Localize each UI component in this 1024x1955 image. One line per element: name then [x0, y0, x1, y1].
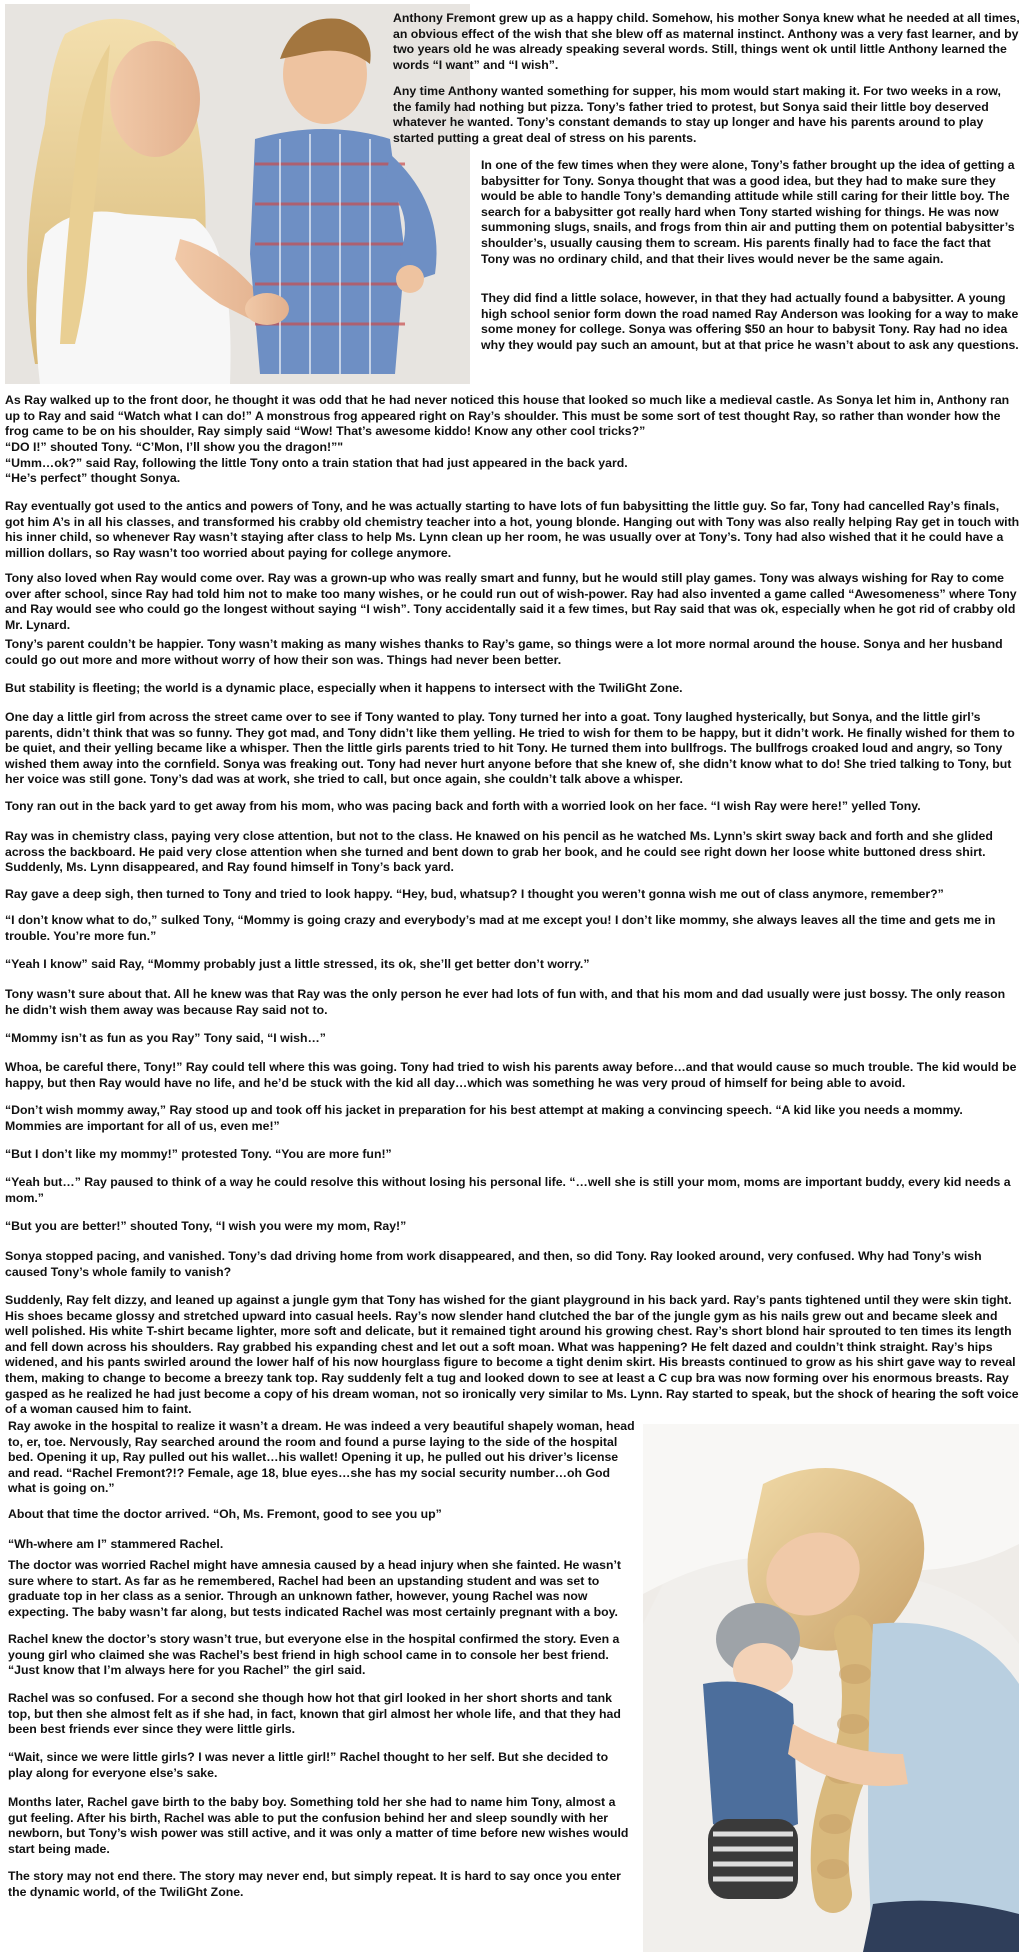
paragraph-hospital-awake: Ray awoke in the hospital to realize it wasn’t a dream. He was indeed a very beautiful shapely woman, head to, er, toe. Nervously, Ray searched around the room and found a purse laying to the side of the hospital bed. Opening it up, Ray pulled out his wallet…his wallet! Opening it up, he pulled out his driver’s license and read. “Rachel Fremont?!? Female, age 18, blue eyes…she has my social security number…oh God what is going on.”: [8, 1419, 635, 1496]
paragraph-story-may-not-end: The story may not end there. The story may never end, but simply repeat. It is hard to say once you enter the dynamic world, of the TwiliGht Zone.: [8, 1869, 621, 1899]
mother-and-baby-illustration: [643, 1424, 1019, 1952]
paragraph-whoa-careful: Whoa, be careful there, Tony!” Ray could tell where this was going. Tony had tried to wish his parents away before…and that would cause so much trouble. The kid would be happy, but then Ray would have no life, and he’d be stuck with the kid all day…which was something he was very proud of himself for being able to avoid.: [5, 1060, 1017, 1090]
paragraph-goat-incident: One day a little girl from across the street came over to see if Tony wanted to play. Tony turned her into a goat. Tony laughed hysterically, but Sonya, and the little girl’s parents, didn’t think that was so funny. They got mad, and Tony didn’t like them yelling. He tried to wish for them to be happy, but it didn’t work. He finally wished for them to be quiet, and their yelling became like a whisper. Then the little girls parents tried to hit Tony. He turned them into bullfrogs. The bullfrogs croaked loud and angry, so Tony wished them away into the cornfield. Sonya was freaking out. Tony had never hurt anyone before that she knew of, she didn’t know what to do! She tried talking to Tony, but her voice was still gone. Tony’s dad was at work, she tried to call, but once again, she couldn’t talk above a whisper.: [5, 710, 1015, 787]
paragraph-ray-arrives: As Ray walked up to the front door, he thought it was odd that he had never noticed this house that looked so much like a medieval castle. As Sonya let him in, Anthony ran up to Ray and said “Watch what I can do!” A monstrous frog appeared right on Ray’s shoulder. This must be some sort of test thought Ray, so rather than wonder how the frog came to be on his shoulder, Ray simply said “Wow! That’s awesome kiddo! Know any other cool tricks?”: [5, 393, 1010, 439]
paragraph-transformation: Suddenly, Ray felt dizzy, and leaned up against a jungle gym that Tony has wished for the giant playground in his back yard. Ray’s pants tightened until they were skin tight. His shoes became glossy and stretched upward into casual heels. Ray’s now slender hand clutched the bar of the jungle gym as his nails grew out and became sleek and well polished. His white T-shirt became lighter, more soft and delicate, but it remained tight around his growing chest. Ray’s short blond hair sprouted to ten times its length and fell down across his shoulders. Ray grabbed his expanding chest and let out a soft moan. What was happening? He felt dazed and couldn’t think straight. Ray’s hips widened, and his pants swirled around the lower half of his now hourglass figure to become a tight denim skirt. His breasts continued to grow as his shirt gave way to reveal them, making to change to become a breezy tank top. Ray suddenly felt a tug and looked down to see at least a C cup bra was now forming over his enormous breasts. Ray gasped as he realized he had just become a copy of his dream woman, not so ironically very similar to Ms. Lynn. Ray started to speak, but the shock of hearing the soft voice of a woman caused him to faint.: [5, 1293, 1019, 1417]
paragraph-hes-perfect: “He’s perfect” thought Sonya.: [5, 471, 181, 485]
paragraph-doctor-arrived: About that time the doctor arrived. “Oh, Ms. Fremont, good to see you up”: [8, 1507, 442, 1521]
paragraph-parents-happy: Tony’s parent couldn’t be happier. Tony wasn’t making as many wishes thanks to Ray’s game, so things were a lot more normal around the house. Sonya and her husband could go out more and more without worry of how their son was. Things had never been better.: [5, 637, 1003, 667]
paragraph-wish-ray-here: Tony ran out in the back yard to get away from his mom, who was pacing back and forth with a worried look on her face. “I wish Ray were here!” yelled Tony.: [5, 799, 921, 813]
paragraph-dont-know-what-to-do: “I don’t know what to do,” sulked Tony, “Mommy is going crazy and everybody’s mad at me except you! I don’t like mommy, she always leaves all the time and gets me in trouble. You’re more fun.”: [5, 913, 996, 943]
paragraph-where-am-i: “Wh-where am I” stammered Rachel.: [8, 1537, 224, 1551]
paragraph-anthony-intro: Anthony Fremont grew up as a happy child. Somehow, his mother Sonya knew what he needed at all times, an obvious effect of the wish that she blew off as maternal instinct. Anthony was a very fast learner, and by two years old he was already speaking several words. Still, things went ok until little Anthony learned the words “I want” and “I wish”.: [393, 11, 1020, 72]
paragraph-months-later: Months later, Rachel gave birth to the baby boy. Something told her she had to name him Tony, almost a gut feeling. After his birth, Rachel was able to put the confusion behind her and sleep soundly with her newborn, but Tony’s wish power was still active, and it was only a matter of time before new wishes would start being made.: [8, 1795, 629, 1856]
paragraph-never-little-girl: “Wait, since we were little girls? I was never a little girl!” Rachel thought to her self. But she decided to play along for everyone else’s sake.: [8, 1750, 609, 1780]
paragraph-chemistry-class: Ray was in chemistry class, paying very close attention, but not to the class. He knawed on his pencil as he watched Ms. Lynn’s skirt sway back and forth and she glided across the backboard. He paid very close attention when she turned and bent down to grab her book, and he could see right down her loose white buttoned dress shirt. Suddenly, Ms. Lynn disappeared, and Ray found himself in Tony’s back yard.: [5, 829, 993, 875]
paragraph-mommy-isnt-fun: “Mommy isn’t as fun as you Ray” Tony said, “I wish…”: [5, 1031, 326, 1045]
paragraph-yeah-i-know: “Yeah I know” said Ray, “Mommy probably just a little stressed, its ok, she’ll get better don’t worry.”: [5, 957, 590, 971]
paragraph-yeah-but: “Yeah but…” Ray paused to think of a way he could resolve this without losing his personal life. “…well she is still your mom, moms are important buddy, every kid needs a mom.”: [5, 1175, 1011, 1205]
mother-and-baby-photo: [643, 1424, 1019, 1952]
paragraph-sonya-vanished: Sonya stopped pacing, and vanished. Tony’s dad driving home from work disappeared, and then, so did Tony. Ray looked around, very confused. Why had Tony’s wish caused Tony’s whole family to vanish?: [5, 1249, 982, 1279]
paragraph-doctor-worried: The doctor was worried Rachel might have amnesia caused by a head injury when she fainted. He wasn’t sure where to start. As far as he remembered, Rachel had been an upstanding student and was set to graduate top in her class as a senior. Through an unknown father, however, young Rachel was now expecting. The baby wasn’t far along, but tests indicated Rachel was most certainly pregnant with a boy.: [8, 1558, 621, 1619]
paragraph-do-i: “DO I!” shouted Tony. “C’Mon, I’ll show you the dragon!”": [5, 440, 344, 454]
paragraph-stability-fleeting: But stability is fleeting; the world is a dynamic place, especially when it happens to intersect with the TwiliGht Zone.: [5, 681, 683, 695]
paragraph-rachel-confused: Rachel was so confused. For a second she though how hot that girl looked in her short shorts and tank top, but then she almost felt as if she had, in fact, known that girl almost her whole life, and that they had been best friends ever since they were little girls.: [8, 1691, 621, 1737]
paragraph-babysitter-search: In one of the few times when they were alone, Tony’s father brought up the idea of getting a babysitter for Tony. Sonya thought that was a good idea, but they had to make sure they would be able to handle Tony’s demanding attitude while still caring for their little boy. The search for a babysitter got really hard when Tony started wishing for things. He was now summoning slugs, snails, and frogs from thin air and putting them on potential babysitter’s shoulder’s, usually causing them to scream. His parents finally had to face the fact that Tony was no ordinary child, and that their lives would never be the same again.: [481, 158, 1015, 266]
paragraph-dont-wish-mommy: “Don’t wish mommy away,” Ray stood up and took off his jacket in preparation for his best attempt at making a convincing speech. “A kid like you needs a mommy. Mommies are important for all of us, even me!”: [5, 1103, 963, 1133]
paragraph-supper-wishes: Any time Anthony wanted something for supper, his mom would start making it. For two weeks in a row, the family had nothing but pizza. Tony’s father tried to protest, but Sonya said their little boy deserved whatever he wanted. Tony’s constant demands to stay up longer and have his parents around to play started putting a great deal of stress on his parents.: [393, 84, 1001, 145]
paragraph-babysitter-found: They did find a little solace, however, in that they had actually found a babysitter. A young high school senior form down the road named Ray Anderson was looking for a way to make some money for college. Sonya was offering $50 an hour to babysit Tony. Ray had no idea why they would pay such an amount, but at that price he wasn’t about to ask any questions.: [481, 291, 1019, 352]
paragraph-best-friend: Rachel knew the doctor’s story wasn’t true, but everyone else in the hospital confirmed the story. Even a young girl who claimed she was Rachel’s best friend in high school came in to console her best friend. “Just know that I’m always here for you Rachel” the girl said.: [8, 1632, 620, 1678]
paragraph-tony-loved-ray: Tony also loved when Ray would come over. Ray was a grown-up who was really smart and funny, but he would still play games. Tony was always wishing for Ray to come over after school, since Ray had told him not to make too many wishes, or he could run out of wish-power. Ray had also invented a game called “Awesomeness” where Tony and Ray would see who could go the longest without saying “I wish”. Tony accidentally said it a few times, but Ray said that was ok, especially when he got rid of crabby old Mr. Lynard.: [5, 571, 1017, 632]
paragraph-ray-used-to-antics: Ray eventually got used to the antics and powers of Tony, and he was actually starting to have lots of fun babysitting the little guy. So far, Tony had cancelled Ray’s finals, got him A’s in all his classes, and transformed his crabby old chemistry teacher into a hot, young blonde. Hanging out with Tony was also really helping Ray get in touch with his inner child, so whenever Ray wasn’t staying after class to help Ms. Lynn clean up her room, he was usually over at Tony’s. Tony had also wished that it he could have a million dollars, so Ray wasn’t too worried about paying for college anymore.: [5, 499, 1020, 560]
paragraph-but-i-dont-like: “But I don’t like my mommy!” protested Tony. “You are more fun!”: [5, 1147, 392, 1161]
paragraph-tony-not-sure: Tony wasn’t sure about that. All he knew was that Ray was the only person he ever had lots of fun with, and that his mom and dad usually were just bossy. The only reason he didn’t wish them away was because Ray said not to.: [5, 987, 1006, 1017]
paragraph-umm-ok: “Umm…ok?” said Ray, following the little Tony onto a train station that had just appeared in the back yard.: [5, 456, 628, 470]
paragraph-you-are-better: “But you are better!” shouted Tony, “I wish you were my mom, Ray!”: [5, 1219, 407, 1233]
paragraph-deep-sigh: Ray gave a deep sigh, then turned to Tony and tried to look happy. “Hey, bud, whatsup? I thought you weren’t gonna wish me out of class anymore, remember?”: [5, 887, 944, 901]
